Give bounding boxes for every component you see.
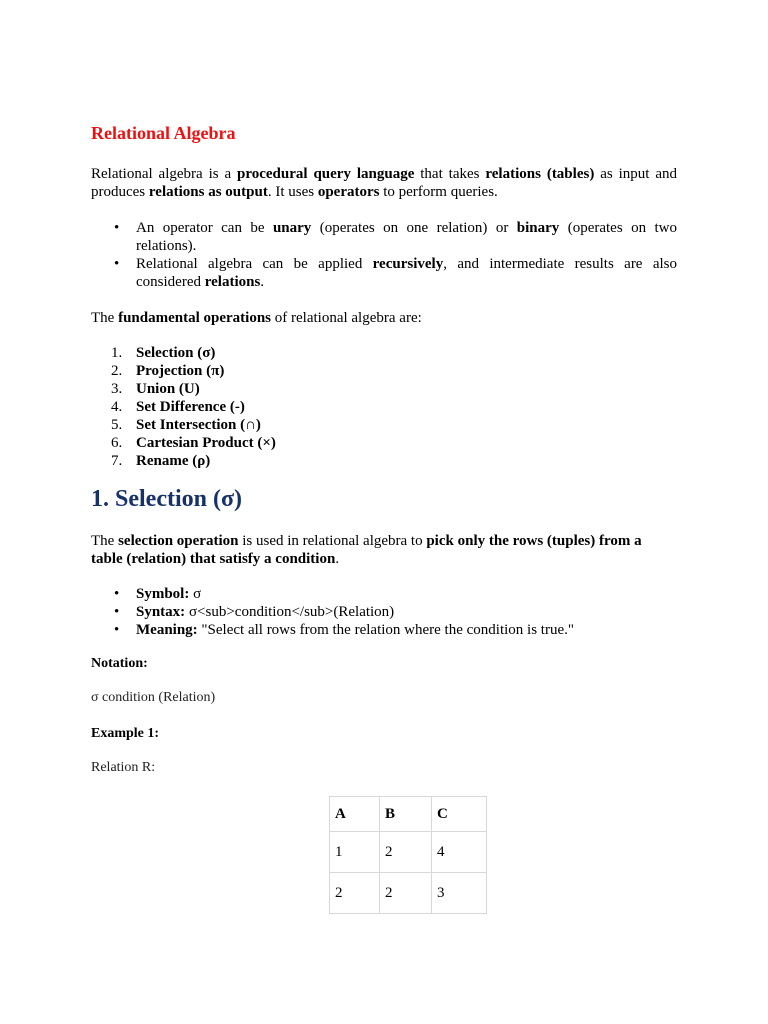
selection-text-3: . — [335, 551, 340, 567]
table-header-cell: B — [380, 797, 432, 832]
bullet-icon: • — [114, 604, 120, 620]
fundamental-text-1: The — [91, 310, 119, 326]
list-number: 4. — [111, 399, 123, 415]
intro-text-5: to perform queries. — [379, 184, 498, 200]
operation-label: Set Difference (-) — [136, 399, 245, 415]
table-cell: 2 — [380, 832, 432, 873]
list-number: 5. — [111, 417, 123, 433]
table-row — [330, 873, 487, 914]
detail-key: Syntax: — [136, 604, 186, 620]
detail-value: "Select all rows from the relation where the condition is true." — [197, 622, 574, 638]
table-cell: 2 — [380, 873, 432, 914]
detail-value: σ — [189, 586, 202, 602]
intro-text-4: . It uses — [267, 184, 318, 200]
list-number: 6. — [111, 435, 123, 451]
list-number: 1. — [111, 345, 123, 361]
operation-label: Set Intersection (∩) — [136, 417, 261, 433]
fundamental-text-2: of relational algebra are: — [271, 310, 422, 326]
fundamental-intro — [91, 309, 677, 327]
notation-value: σ condition (Relation) — [91, 690, 216, 705]
relation-table — [329, 796, 487, 914]
note-text: Relational algebra can be applied — [136, 256, 373, 272]
selection-text-2: is used in relational algebra to — [238, 533, 427, 549]
selection-details-list — [91, 585, 677, 639]
intro-bold-4: operators — [317, 184, 380, 200]
table-cell: 3 — [432, 873, 487, 914]
table-cell: 2 — [330, 873, 380, 914]
note-text: , and intermediate results are also considered — [136, 256, 677, 290]
list-item — [91, 255, 677, 291]
note-bold: unary — [272, 220, 312, 236]
list-item — [91, 621, 677, 639]
note-text: . — [260, 274, 265, 290]
intro-bold-3: relations as output — [148, 184, 268, 200]
list-item — [91, 585, 677, 603]
notation-label: Notation: — [91, 656, 148, 671]
operation-label: Selection (σ) — [136, 345, 216, 361]
intro-text-2: that takes — [414, 166, 486, 182]
list-number: 2. — [111, 363, 123, 379]
table-header-cell: C — [432, 797, 487, 832]
list-item — [91, 416, 276, 434]
selection-text-1: The — [91, 533, 119, 549]
list-item — [91, 398, 276, 416]
list-number: 3. — [111, 381, 123, 397]
list-item — [91, 219, 677, 255]
operation-label: Cartesian Product (×) — [136, 435, 276, 451]
selection-bold-1: selection operation — [118, 533, 239, 549]
note-bold: recursively — [372, 256, 444, 272]
list-item — [91, 380, 276, 398]
example-label: Example 1: — [91, 726, 160, 741]
selection-bold-2: pick only the rows (tuples) from a table (relation) that satisfy a condition — [91, 533, 642, 567]
selection-description — [91, 532, 677, 568]
fundamental-bold: fundamental operations — [118, 310, 272, 326]
operator-notes-list — [91, 219, 677, 291]
note-bold: relations — [204, 274, 261, 290]
table-cell: 1 — [330, 832, 380, 873]
bullet-icon: • — [114, 622, 120, 638]
table-row — [330, 832, 487, 873]
page-title: Relational Algebra — [91, 123, 236, 143]
intro-paragraph — [91, 165, 677, 201]
list-item — [91, 603, 677, 621]
intro-bold-1: procedural query language — [237, 166, 415, 182]
operation-label: Union (U) — [136, 381, 200, 397]
intro-text-1: Relational algebra is a — [91, 166, 238, 182]
intro-text-3: as input and produces — [91, 166, 677, 200]
relation-label: Relation R: — [91, 760, 156, 775]
list-item — [91, 362, 276, 380]
table-header-row — [330, 797, 487, 832]
detail-key: Symbol: — [136, 586, 190, 602]
detail-value: σ<sub>condition</sub>(Relation) — [185, 604, 395, 620]
section-heading-selection: 1. Selection (σ) — [91, 486, 243, 512]
table-cell: 4 — [432, 832, 487, 873]
note-text: (operates on one relation) or — [311, 220, 517, 236]
bullet-icon: • — [114, 256, 120, 272]
list-item — [91, 452, 276, 470]
note-text: An operator can be — [136, 220, 273, 236]
table-header-cell: A — [330, 797, 380, 832]
operation-label: Projection (π) — [136, 363, 225, 379]
bullet-icon: • — [114, 220, 120, 236]
bullet-icon: • — [114, 586, 120, 602]
list-item — [91, 344, 276, 362]
list-number: 7. — [111, 453, 123, 469]
intro-bold-2: relations (tables) — [485, 166, 595, 182]
operation-label: Rename (ρ) — [136, 453, 211, 469]
note-text: (operates on two relations). — [136, 220, 678, 254]
note-bold: binary — [516, 220, 560, 236]
detail-key: Meaning: — [136, 622, 198, 638]
operations-list — [91, 344, 276, 470]
list-item — [91, 434, 276, 452]
